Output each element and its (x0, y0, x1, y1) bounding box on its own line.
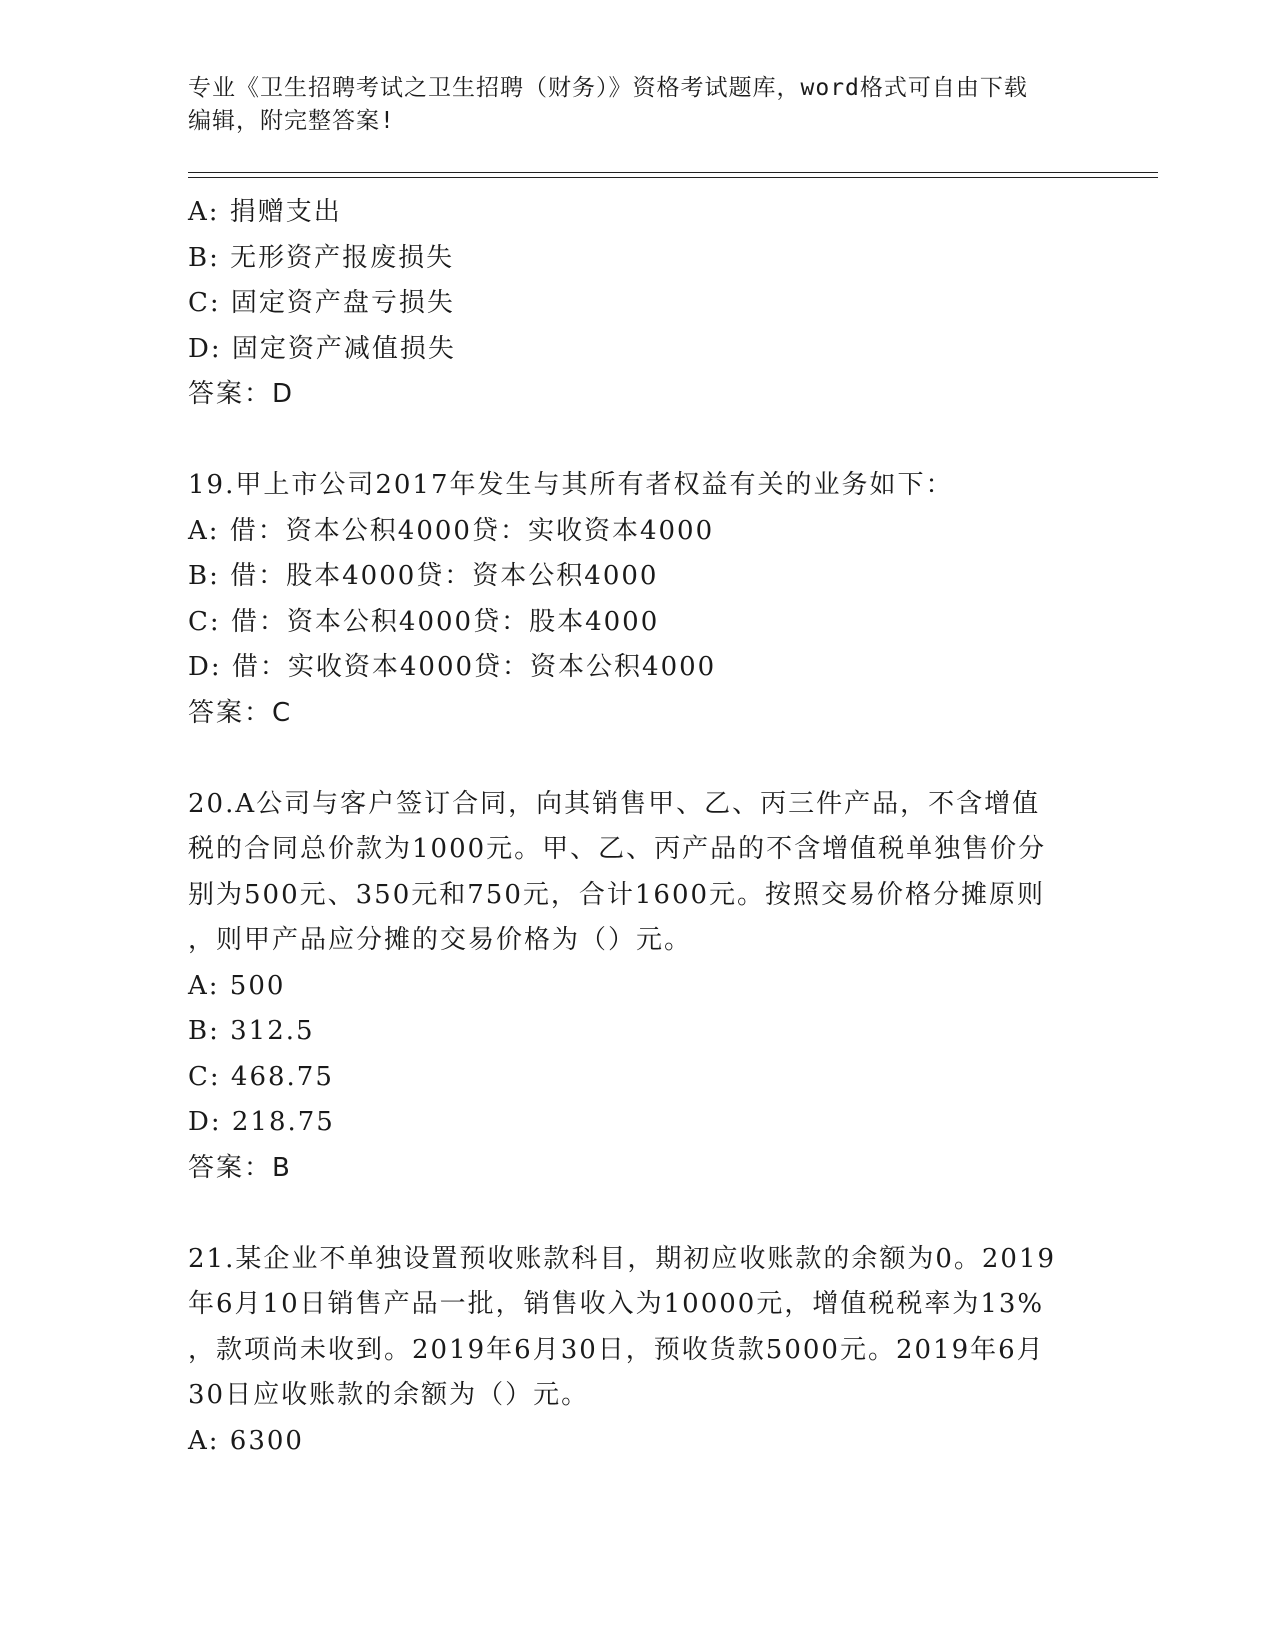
question-stem-line: 别为500元、350元和750元，合计1600元。按照交易价格分摊原则 (188, 879, 1046, 910)
question-stem-line: 年6月10日销售产品一批，销售收入为10000元，增值税税率为13% (188, 1289, 1045, 1319)
header-rule-bottom (188, 177, 1158, 178)
option-d: D: 固定资产减值损失 (188, 333, 456, 364)
option-a: A: 500 (188, 970, 286, 1001)
answer: 答案：C (188, 697, 293, 728)
question-stem: 19.甲上市公司2017年发生与其所有者权益有关的业务如下： (188, 470, 954, 500)
option-b: B: 无形资产报废损失 (188, 242, 455, 273)
option-c: C: 468.75 (188, 1061, 334, 1092)
spacer (188, 1191, 1088, 1237)
question-18 (188, 190, 1088, 418)
option-c: C: 固定资产盘亏损失 (188, 288, 455, 318)
question-stem-line: 30日应收账款的余额为（）元。 (188, 1380, 590, 1410)
spacer (188, 736, 1088, 782)
question-19 (188, 463, 1088, 736)
option-c: C: 借：资本公积4000贷：股本4000 (188, 606, 660, 637)
question-stem-line: ，则甲产品应分摊的交易价格为（）元。 (188, 925, 693, 955)
question-content (188, 190, 1088, 1464)
question-stem-line: 税的合同总价款为1000元。甲、乙、丙产品的不含增值税单独售价分 (188, 834, 1047, 864)
header-line-2: 编辑，附完整答案! (188, 108, 395, 134)
option-d: D: 218.75 (188, 1107, 335, 1137)
document-header (188, 72, 1088, 138)
option-a: A: 借：资本公积4000贷：实收资本4000 (188, 515, 715, 546)
option-b: B: 借：股本4000贷：资本公积4000 (188, 561, 659, 591)
header-rule-top (188, 172, 1158, 173)
header-line-1: 专业《卫生招聘考试之卫生招聘（财务）》资格考试题库，word格式可自由下载 (188, 75, 1028, 101)
question-stem-line: ，款项尚未收到。2019年6月30日，预收货款5000元。2019年6月 (188, 1334, 1045, 1365)
question-21 (188, 1237, 1088, 1465)
option-a: A: 6300 (188, 1425, 304, 1456)
question-stem-line: 20.A公司与客户签订合同，向其销售甲、乙、丙三件产品，不含增值 (188, 788, 1041, 819)
question-stem-line: 21.某企业不单独设置预收账款科目，期初应收账款的余额为0。2019 (188, 1243, 1057, 1274)
question-20 (188, 782, 1088, 1192)
spacer (188, 418, 1088, 464)
option-d: D: 借：实收资本4000贷：资本公积4000 (188, 652, 717, 682)
option-a: A: 捐赠支出 (188, 197, 342, 227)
answer: 答案：B (188, 1152, 292, 1183)
option-b: B: 312.5 (188, 1016, 315, 1046)
answer: 答案：D (188, 379, 295, 409)
